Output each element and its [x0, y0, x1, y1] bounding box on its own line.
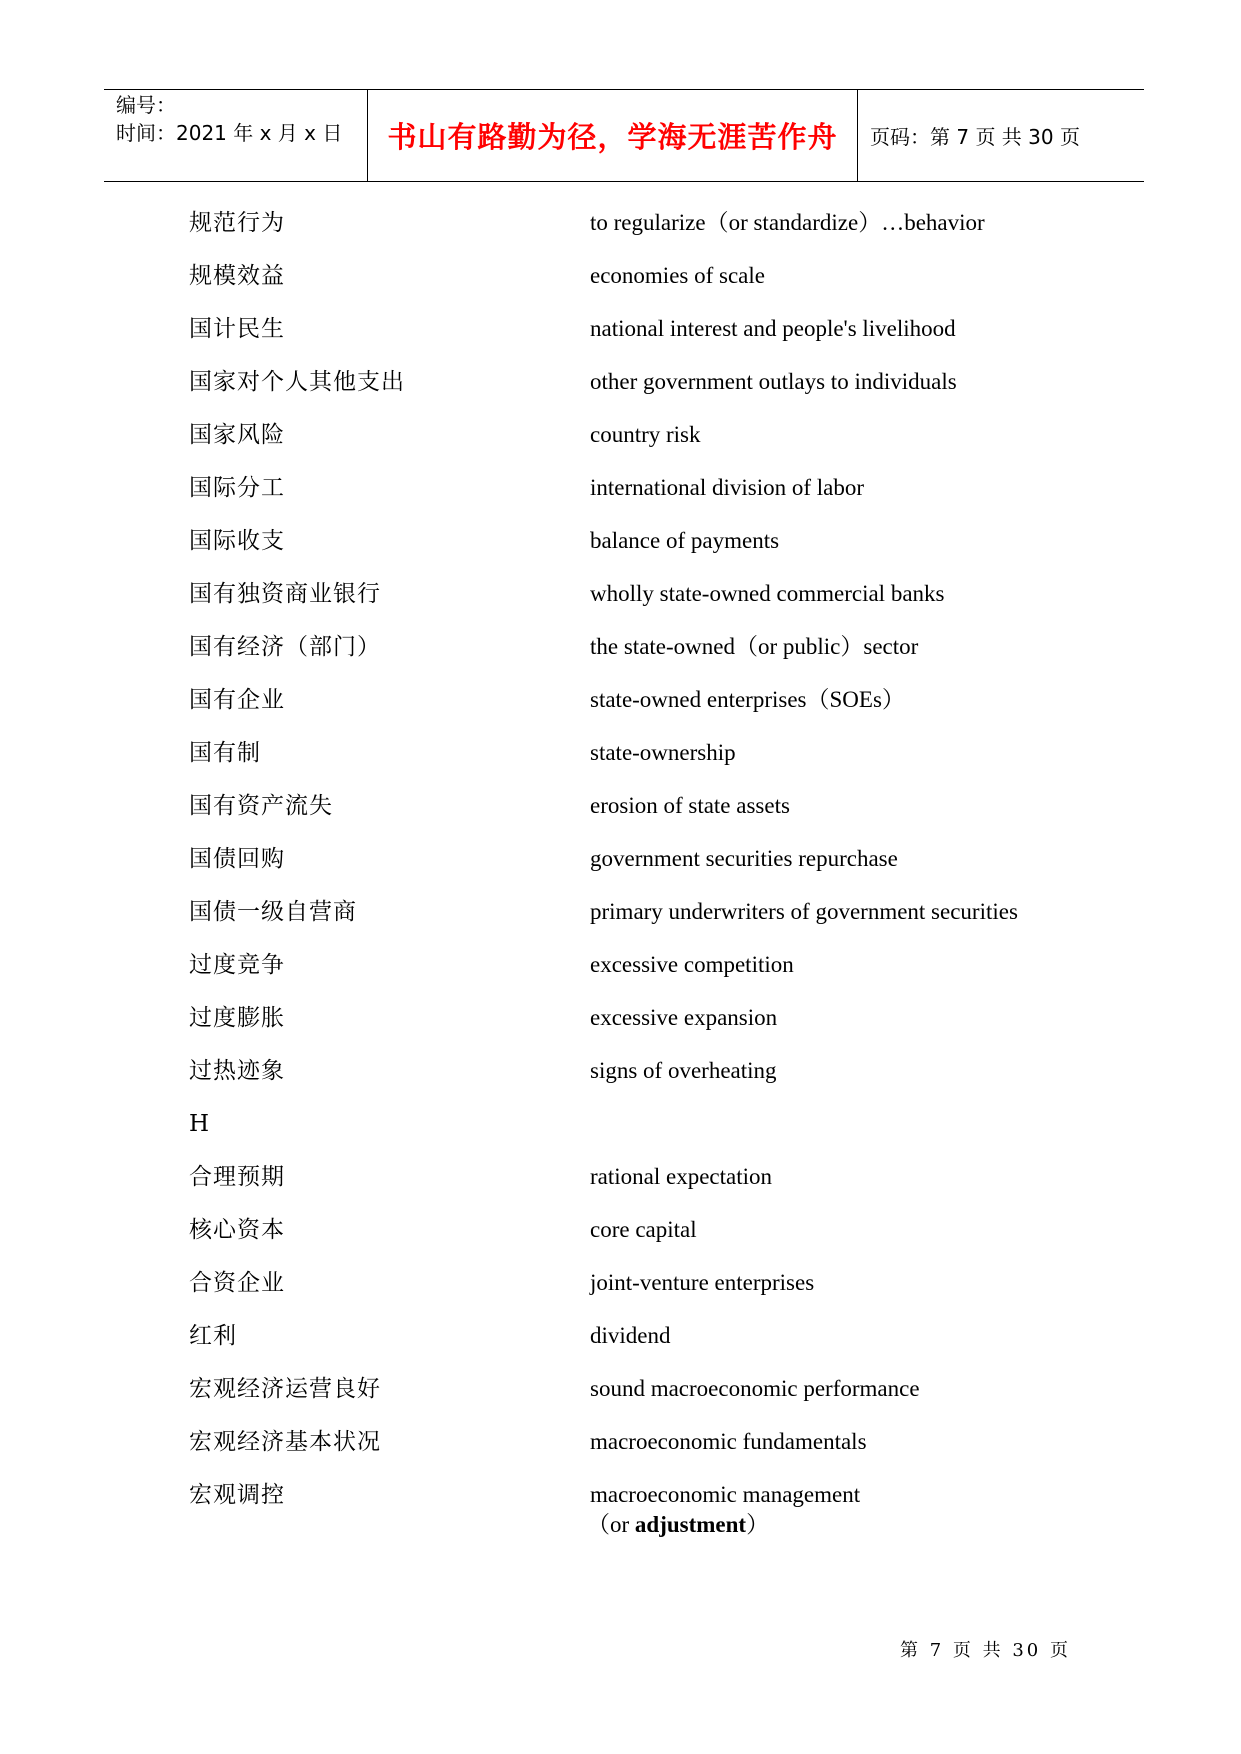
glossary-entry [189, 1109, 1089, 1162]
entry-chinese: 宏观经济基本状况 [189, 1429, 381, 1455]
entry-english: country risk [590, 422, 701, 447]
entry-english: state-owned enterprises（SOEs） [590, 687, 905, 712]
entry-chinese: 国计民生 [189, 316, 285, 342]
glossary-entry-last [189, 1480, 1089, 1537]
glossary-entry [189, 367, 1089, 420]
entry-chinese: 合资企业 [189, 1270, 285, 1296]
entry-chinese: 过度竞争 [189, 952, 285, 978]
entry-english [587, 1480, 1089, 1540]
entry-chinese: 国债一级自营商 [189, 899, 357, 925]
entry-english: international division of labor [590, 475, 865, 500]
serial-label: 编号： [116, 93, 176, 117]
glossary-list [189, 208, 1089, 1537]
glossary-entry [189, 473, 1089, 526]
entry-english: erosion of state assets [590, 793, 790, 818]
glossary-entry [189, 1162, 1089, 1215]
entry-english: national interest and people's livelihood [590, 316, 956, 341]
glossary-entry [189, 844, 1089, 897]
entry-english-line1: macroeconomic management [590, 1482, 861, 1507]
entry-chinese: 合理预期 [189, 1164, 285, 1190]
entry-chinese: 国有资产流失 [189, 793, 333, 819]
entry-english: sound macroeconomic performance [590, 1376, 920, 1401]
entry-english: macroeconomic fundamentals [590, 1429, 867, 1454]
entry-english: primary underwriters of government securities [590, 899, 1018, 924]
entry-chinese: 国有企业 [189, 687, 285, 713]
entry-chinese: 国有经济（部门） [189, 634, 381, 660]
entry-chinese: 红利 [189, 1323, 237, 1349]
entry-english-close: ） [746, 1512, 770, 1537]
entry-english: wholly state-owned commercial banks [590, 581, 945, 606]
glossary-entry [189, 1215, 1089, 1268]
entry-chinese: 国际收支 [189, 528, 285, 554]
entry-chinese: 宏观经济运营良好 [189, 1376, 381, 1402]
entry-chinese: 国家风险 [189, 422, 285, 448]
glossary-entry [189, 1268, 1089, 1321]
entry-chinese: 规模效益 [189, 263, 285, 289]
entry-english: government securities repurchase [590, 846, 898, 871]
header-motto: 书山有路勤为径，学海无涯苦作舟 [387, 120, 838, 154]
entry-chinese: 国有制 [189, 740, 261, 766]
entry-english: to regularize（or standardize）…behavior [590, 210, 985, 235]
footer-page-text: 第 7 页 共 30 页 [900, 1640, 1071, 1661]
entry-chinese: 过热迹象 [189, 1058, 285, 1084]
glossary-entry [189, 261, 1089, 314]
entry-chinese: 过度膨胀 [189, 1005, 285, 1031]
entry-english: excessive expansion [590, 1005, 778, 1030]
glossary-entry [189, 1374, 1089, 1427]
entry-english: core capital [590, 1217, 697, 1242]
glossary-entry [189, 1427, 1089, 1480]
date-label: 时间：2021 年 x 月 x 日 [116, 121, 343, 145]
glossary-entry [189, 314, 1089, 367]
entry-english-bold: adjustment [634, 1512, 747, 1537]
entry-chinese: H [189, 1111, 211, 1137]
page-footer [900, 1636, 1071, 1662]
glossary-entry [189, 526, 1089, 579]
entry-chinese: 国家对个人其他支出 [189, 369, 405, 395]
header-motto-cell [368, 90, 858, 181]
entry-english: rational expectation [590, 1164, 773, 1189]
entry-english: signs of overheating [590, 1058, 777, 1083]
entry-english-line2 [587, 1510, 1089, 1540]
entry-english: other government outlays to individuals [590, 369, 957, 394]
entry-english: joint-venture enterprises [590, 1270, 815, 1295]
entry-english: excessive competition [590, 952, 794, 977]
entry-english: economies of scale [590, 263, 765, 288]
glossary-entry [189, 738, 1089, 791]
entry-chinese: 核心资本 [189, 1217, 285, 1243]
glossary-entry [189, 1003, 1089, 1056]
entry-english: state-ownership [590, 740, 736, 765]
entry-chinese: 国际分工 [189, 475, 285, 501]
glossary-entry [189, 897, 1089, 950]
header-page-info: 页码：第 7 页 共 30 页 [870, 125, 1080, 149]
glossary-entry [189, 950, 1089, 1003]
glossary-entry [189, 1056, 1089, 1109]
entry-chinese: 规范行为 [189, 210, 285, 236]
glossary-entry [189, 208, 1089, 261]
glossary-entry [189, 1321, 1089, 1374]
glossary-entry [189, 632, 1089, 685]
glossary-entry [189, 579, 1089, 632]
entry-chinese: 宏观调控 [189, 1482, 285, 1508]
header-info-cell [104, 90, 368, 181]
entry-english: dividend [590, 1323, 671, 1348]
glossary-entry [189, 420, 1089, 473]
glossary-entry [189, 685, 1089, 738]
entry-english: balance of payments [590, 528, 780, 553]
entry-chinese: 国有独资商业银行 [189, 581, 381, 607]
glossary-entries [189, 208, 1089, 1480]
header-page-cell [858, 90, 1144, 181]
entry-english-open: （or [587, 1512, 635, 1537]
entry-chinese: 国债回购 [189, 846, 285, 872]
page-header [104, 89, 1144, 182]
glossary-entry [189, 791, 1089, 844]
entry-english: the state-owned（or public）sector [590, 634, 919, 659]
